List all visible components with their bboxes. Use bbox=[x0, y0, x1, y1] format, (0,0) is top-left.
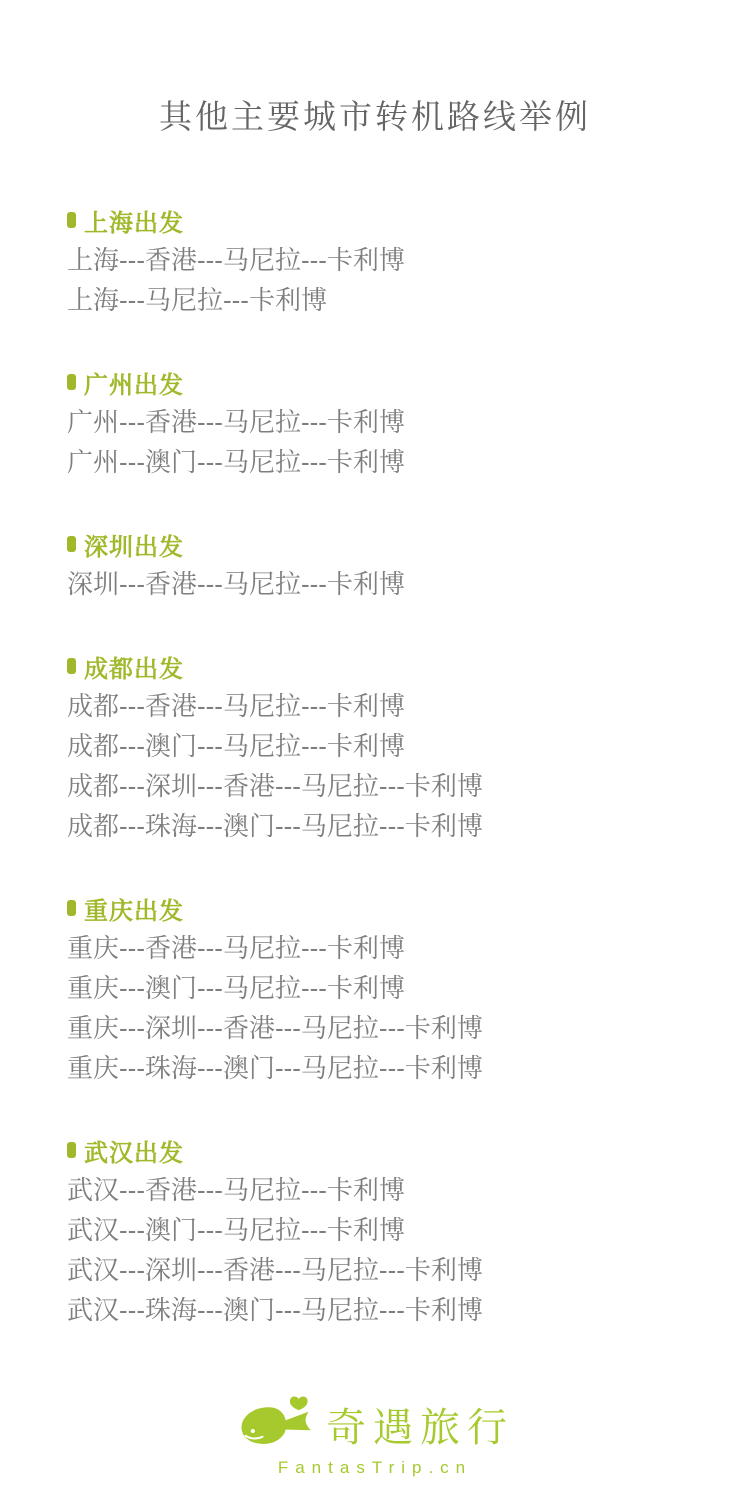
section-header-label: 重庆出发 bbox=[84, 897, 184, 925]
route-line: 武汉---珠海---澳门---马尼拉---卡利博 bbox=[67, 1295, 483, 1326]
route-line: 成都---澳门---马尼拉---卡利博 bbox=[67, 731, 405, 762]
route-list bbox=[67, 564, 710, 604]
city-section bbox=[67, 524, 710, 604]
city-section bbox=[67, 646, 710, 846]
city-section bbox=[67, 200, 710, 320]
route-line: 深圳---香港---马尼拉---卡利博 bbox=[67, 569, 405, 600]
route-line: 武汉---香港---马尼拉---卡利博 bbox=[67, 1175, 405, 1206]
route-line: 武汉---深圳---香港---马尼拉---卡利博 bbox=[67, 1255, 483, 1286]
brand-logo bbox=[0, 1396, 750, 1453]
brand-footer bbox=[0, 1396, 750, 1478]
section-header bbox=[67, 200, 710, 240]
bullet-icon bbox=[67, 374, 76, 390]
route-list bbox=[67, 686, 710, 846]
route-line: 重庆---珠海---澳门---马尼拉---卡利博 bbox=[67, 1053, 483, 1084]
route-line: 重庆---深圳---香港---马尼拉---卡利博 bbox=[67, 1013, 483, 1044]
city-section bbox=[67, 362, 710, 482]
routes-content bbox=[0, 200, 750, 1330]
bullet-icon bbox=[67, 1142, 76, 1158]
brand-name: 奇遇旅行 bbox=[326, 1406, 514, 1451]
bullet-icon bbox=[67, 900, 76, 916]
brand-domain: FantasTrip.cn bbox=[277, 1458, 473, 1478]
route-list bbox=[67, 402, 710, 482]
section-header-label: 上海出发 bbox=[84, 209, 184, 237]
section-header bbox=[67, 362, 710, 402]
sections-container bbox=[67, 200, 710, 1330]
route-list bbox=[67, 240, 710, 320]
whale-icon bbox=[236, 1394, 318, 1452]
bullet-icon bbox=[67, 212, 76, 228]
section-header-label: 广州出发 bbox=[84, 371, 184, 399]
route-line: 武汉---澳门---马尼拉---卡利博 bbox=[67, 1215, 405, 1246]
route-line: 重庆---澳门---马尼拉---卡利博 bbox=[67, 973, 405, 1004]
section-header bbox=[67, 888, 710, 928]
route-line: 成都---深圳---香港---马尼拉---卡利博 bbox=[67, 771, 483, 802]
section-header-label: 武汉出发 bbox=[84, 1139, 184, 1167]
section-header bbox=[67, 1130, 710, 1170]
section-header-label: 成都出发 bbox=[84, 655, 184, 683]
section-header-label: 深圳出发 bbox=[84, 533, 184, 561]
route-line: 上海---马尼拉---卡利博 bbox=[67, 285, 327, 316]
route-line: 广州---澳门---马尼拉---卡利博 bbox=[67, 447, 405, 478]
route-line: 上海---香港---马尼拉---卡利博 bbox=[67, 245, 405, 276]
route-line: 广州---香港---马尼拉---卡利博 bbox=[67, 407, 405, 438]
page-title: 其他主要城市转机路线举例 bbox=[159, 98, 591, 136]
route-line: 重庆---香港---马尼拉---卡利博 bbox=[67, 933, 405, 964]
route-list bbox=[67, 928, 710, 1088]
section-header bbox=[67, 524, 710, 564]
route-list bbox=[67, 1170, 710, 1330]
section-header bbox=[67, 646, 710, 686]
route-line: 成都---香港---马尼拉---卡利博 bbox=[67, 691, 405, 722]
city-section bbox=[67, 888, 710, 1088]
bullet-icon bbox=[67, 536, 76, 552]
bullet-icon bbox=[67, 658, 76, 674]
city-section bbox=[67, 1130, 710, 1330]
route-line: 成都---珠海---澳门---马尼拉---卡利博 bbox=[67, 811, 483, 842]
